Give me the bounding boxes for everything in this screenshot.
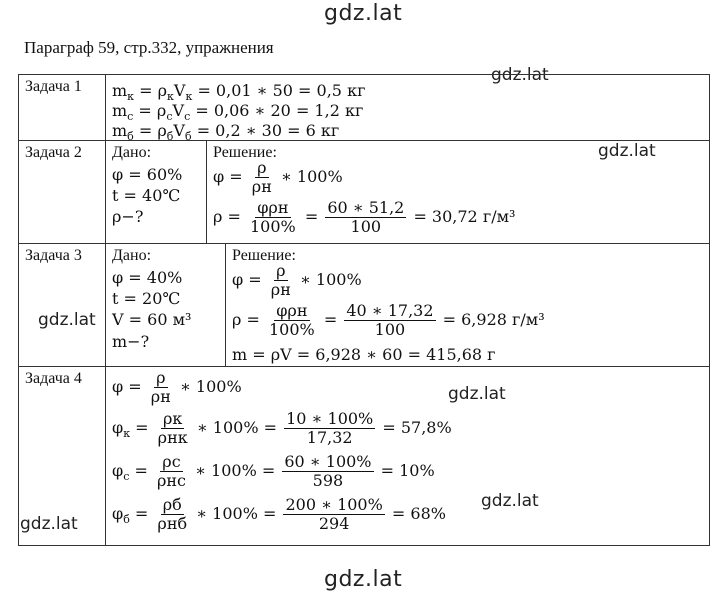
given-section bbox=[106, 244, 226, 366]
formula-line: $m_б = \rho_бV_б = 0,2$ ∗ 30 = 6 кг bbox=[112, 121, 340, 144]
given-title: Дано: bbox=[112, 247, 152, 264]
watermark: gdz.lat bbox=[324, 567, 403, 592]
task-row-2 bbox=[19, 141, 710, 244]
given-value: t = 20℃ bbox=[112, 289, 181, 308]
task-label: Задача 1 bbox=[19, 75, 106, 141]
watermark: gdz.lat bbox=[481, 491, 539, 511]
solution-title: Решение: bbox=[213, 144, 277, 161]
tasks-table bbox=[18, 74, 710, 546]
formula-line: m = ρV = 6,928 ∗ 60 = 415,68 г bbox=[232, 345, 496, 364]
formula-line: $\varphi_б$ = $\frac{\rho б}{\text{ρнб}}$ ∗ 100% = $\frac{200 ∗ 100\%}{294}$ = 68% bbox=[112, 495, 446, 533]
task-content bbox=[106, 75, 710, 144]
given-value: m−? bbox=[112, 332, 150, 351]
task-label: Задача 3 bbox=[19, 244, 106, 367]
given-value: t = 40℃ bbox=[112, 186, 181, 205]
solution-title: Решение: bbox=[232, 247, 296, 264]
formula-line: $m_с = \rho_сV_с = 0,06$ ∗ 20 = 1,2 кг bbox=[112, 101, 364, 124]
task-row-1 bbox=[19, 75, 710, 141]
watermark: gdz.lat bbox=[491, 65, 549, 85]
formula-line: φ = $\frac{\rho}{\rho н}$ ∗ 100% bbox=[112, 368, 242, 406]
formula-line: $m_к = \rho_кV_к = 0,01$ ∗ 50 = 0,5 кг bbox=[112, 81, 366, 104]
formula-line: $\varphi_с$ = $\frac{\rho с}{\text{ρнс}}$ ∗ 100% = $\frac{60 ∗ 100\%}{598}$ = 10% bbox=[112, 452, 435, 490]
watermark: gdz.lat bbox=[38, 310, 96, 330]
solution-section bbox=[207, 141, 709, 243]
formula-line: φ = $\frac{\rho}{\rho н}$ ∗ 100% bbox=[213, 158, 343, 196]
task-row-3 bbox=[19, 244, 710, 367]
task-label: Задача 2 bbox=[19, 141, 106, 244]
given-value: φ = 60% bbox=[112, 165, 183, 184]
given-title: Дано: bbox=[112, 144, 152, 161]
watermark: gdz.lat bbox=[20, 514, 78, 534]
page-heading: Параграф 59, стр.332, упражнения bbox=[24, 38, 274, 57]
given-value: V = 60 м³ bbox=[112, 310, 192, 329]
given-section bbox=[106, 141, 207, 243]
task-row-4 bbox=[19, 367, 710, 546]
watermark: gdz.lat bbox=[448, 384, 506, 404]
given-value: φ = 40% bbox=[112, 268, 183, 287]
watermark: gdz.lat bbox=[324, 1, 403, 26]
formula-line: φ = $\frac{\rho}{\rho н}$ ∗ 100% bbox=[232, 261, 362, 299]
formula-line: ρ = $\frac{\text{φρн}}{100\%}$ = $\frac{40 ∗ 17,32}{100}$ = 6,928 г/м³ bbox=[232, 301, 545, 339]
task-content bbox=[106, 367, 710, 546]
formula-line: ρ = $\frac{\text{φρн}}{100\%}$ = $\frac{60 ∗ 51,2}{100}$ = 30,72 г/м³ bbox=[213, 198, 516, 236]
task-content bbox=[106, 244, 710, 367]
task-label: Задача 4 bbox=[19, 367, 106, 546]
solution-section bbox=[226, 244, 709, 366]
formula-line: $\varphi_к$ = $\frac{\rho к}{\text{ρнк}}$ ∗ 100% = $\frac{10 ∗ 100\%}{17,32}$ = 57,8% bbox=[112, 409, 452, 447]
given-value: ρ−? bbox=[112, 207, 144, 226]
task-content bbox=[106, 141, 710, 244]
watermark: gdz.lat bbox=[598, 141, 656, 161]
